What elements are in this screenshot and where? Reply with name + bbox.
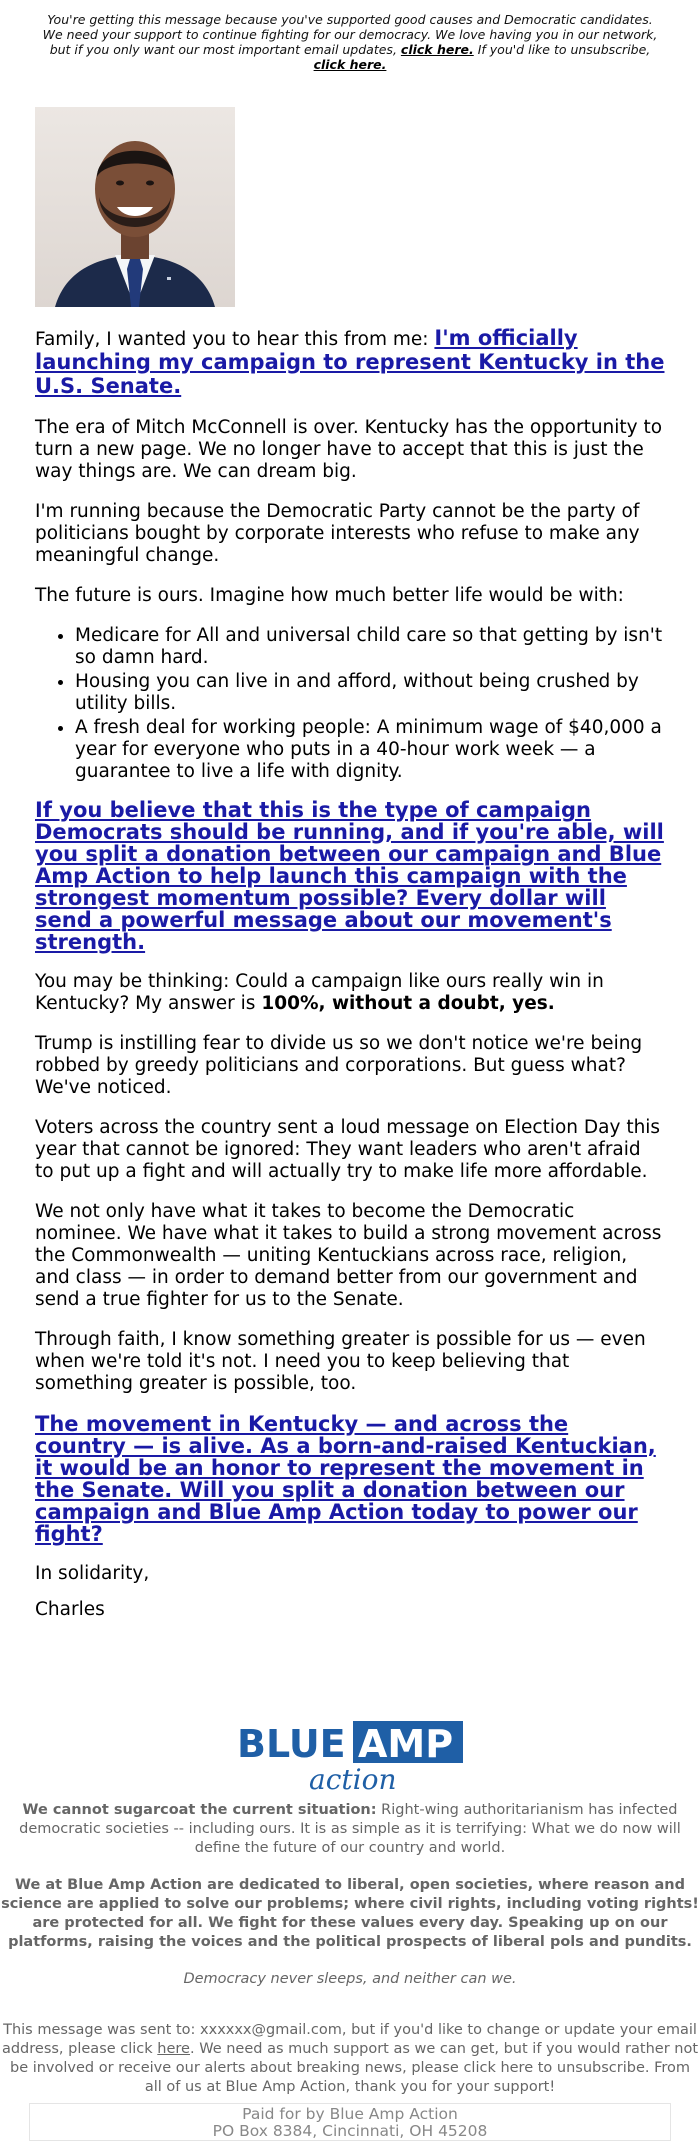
list-item: • Housing you can live in and afford, without being crushed by utility bills. <box>75 671 665 715</box>
donation-callout-2 <box>35 1413 665 1545</box>
paragraph-5: Trump is instilling fear to divide us so we don't notice we're being robbed by greedy politicians and corporations. But guess what? We've noticed. <box>35 1033 643 1098</box>
paid-for-box <box>29 2103 671 2141</box>
footer-legal-text: This message was sent to: xxxxxx@gmail.com, but if you'd like to change or update your email address, please click <box>1 2022 697 2057</box>
candidate-photo <box>35 107 235 307</box>
email-body <box>0 107 700 1621</box>
unsubscribe-link[interactable]: click here. <box>313 57 387 72</box>
paragraph-7: We not only have what it takes to become the Democratic nominee. We have what it takes to build a strong movement across the Commonwealth — uniting Kentuckians across race, religion, and class — in order to demand better from our government and send a true fighter for us to the Senate. <box>35 1201 662 1310</box>
paragraph-4 <box>35 971 665 1015</box>
paragraph-6: Voters across the country sent a loud message on Election Day this year that cannot be ignored: They want leaders who aren't afraid to put up a fight and will actually try to make life more affordable. <box>35 1117 661 1182</box>
preheader <box>0 0 700 72</box>
preheader-unsubscribe-text: If you'd like to unsubscribe, <box>477 42 651 57</box>
footer-legal-text-2: . We need as much support as we can get, but if you would rather not be involved or receive our alerts about breaking news, please click here to unsubscribe. From all of us at Blue Amp Action, thank you for your support! <box>9 2041 699 2095</box>
paragraph-4-text: You may be thinking: Could a campaign like ours really win in Kentucky? My answer is <box>35 971 604 1014</box>
footer-tagline-text: Democracy never sleeps, and neither can we. <box>183 1971 517 1987</box>
list-item: • A fresh deal for working people: A minimum wage of $40,000 a year for everyone who puts in a 40-hour work week — a guarantee to live a life with dignity. <box>75 717 665 783</box>
donate-link-2[interactable]: The movement in Kentucky — and across the country — is alive. As a born-and-raised Kentuckian, it would be an honor to represent the movement in the Senate. Will you split a donation between our campaign and Blue Amp Action today to power our fight? <box>35 1412 656 1546</box>
update-email-link[interactable]: here <box>157 2041 190 2057</box>
footer-legal <box>0 2021 700 2097</box>
logo-word-amp: AMP <box>358 1722 454 1766</box>
donate-link-1[interactable]: If you believe that this is the type of campaign Democrats should be running, and if you're able, will you split a donation between our campaign and Blue Amp Action to help launch this campaign with the strongest momentum possible? Every dollar will send a powerful message about our movement's strength. <box>35 798 664 954</box>
paragraph-2: I'm running because the Democratic Party cannot be the party of politicians bought by corporate interests who refuse to make any meaningful change. <box>35 501 640 566</box>
important-updates-link[interactable]: click here. <box>400 42 474 57</box>
footer-paragraph-1-bold: We cannot sugarcoat the current situation: <box>22 1802 377 1818</box>
mailing-address: PO Box 8384, Cincinnati, OH 45208 <box>212 2122 488 2140</box>
paragraph-1: The era of Mitch McConnell is over. Kentucky has the opportunity to turn a new page. We no longer have to accept that this is just the way things are. We can dream big. <box>35 417 663 482</box>
paid-for-text: Paid for by Blue Amp Action <box>242 2105 458 2123</box>
footer-paragraph-1 <box>0 1801 700 1858</box>
blue-amp-action-logo <box>235 1717 465 1797</box>
policy-list <box>35 625 665 783</box>
footer-paragraph-1-text: Right-wing authoritarianism has infected democratic societies -- including ours. It is as simple as it is terrifying: What we do now will define the future of our country and world. <box>19 1802 681 1856</box>
signature: Charles <box>35 1599 105 1620</box>
footer-tagline <box>0 1970 700 1989</box>
paragraph-3: The future is ours. Imagine how much better life would be with: <box>35 585 624 606</box>
preheader-text: You're getting this message because you've supported good causes and Democratic candidates. We need your support to continue fighting for our democracy. We love having you in our network, but if you only want our most important email updates, <box>42 12 658 57</box>
logo-word-blue: BLUE <box>237 1722 346 1766</box>
donation-callout-1 <box>35 799 665 953</box>
campaign-launch-link[interactable]: I'm officially launching my campaign to represent Kentucky in the U.S. Senate. <box>35 326 665 398</box>
intro-paragraph <box>35 327 665 399</box>
footer-paragraph-2 <box>0 1876 700 1952</box>
list-item: • Medicare for All and universal child care so that getting by isn't so damn hard. <box>75 625 665 669</box>
intro-text: Family, I wanted you to hear this from me: <box>35 329 435 350</box>
logo-word-action: action <box>309 1763 397 1796</box>
paragraph-8: Through faith, I know something greater is possible for us — even when we're told it's not. I need you to keep believing that something greater is possible, too. <box>35 1329 646 1394</box>
paragraph-4-bold: 100%, without a doubt, yes. <box>261 993 555 1014</box>
footer-paragraph-2-bold: We at Blue Amp Action are dedicated to liberal, open societies, where reason and science are applied to solve our problems; where civil rights, including voting rights! are protected for all. We fight for these values every day. Speaking up on our platforms, raising the voices and the political prospects of liberal pols and pundits. <box>1 1877 699 1950</box>
signoff: In solidarity, <box>35 1563 150 1584</box>
footer <box>0 1639 700 2141</box>
